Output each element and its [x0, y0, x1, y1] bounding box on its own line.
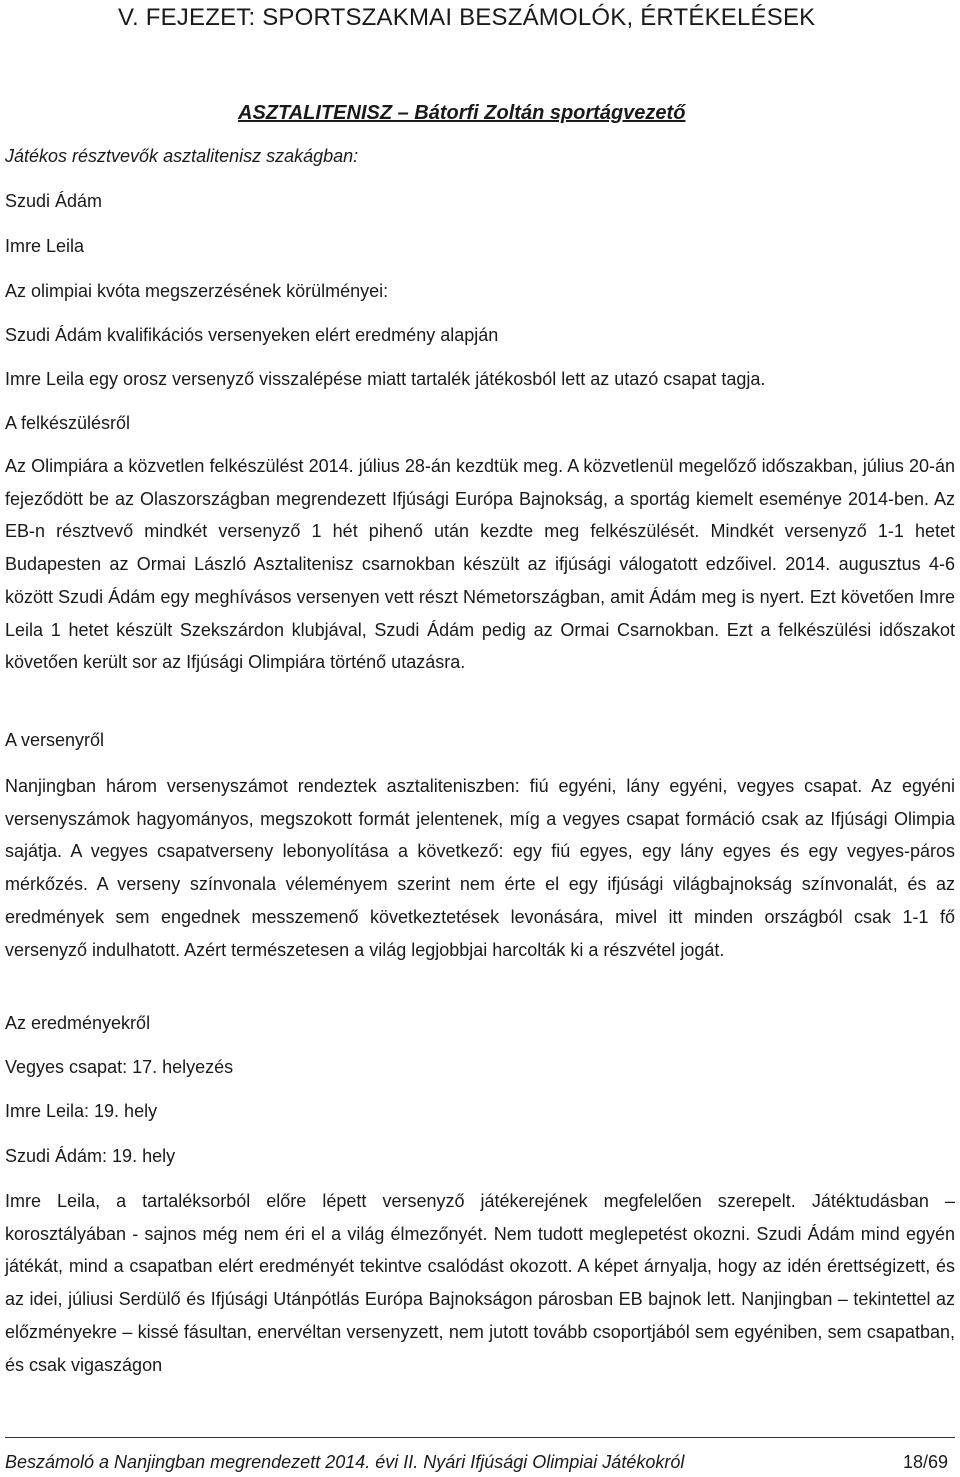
competition-paragraph: Nanjingban három versenyszámot rendeztek asztaliteniszben: fiú egyéni, lány egyéni, vegyes csapat. Az egyéni versenyszámok hagyományos, megszokott formát jelentenek, míg a vegyes csapat formáció csak az Ifjúsági Olimpia sajátja. A vegyes csapatverseny lebonyolítása a következő: egy fiú egyes, egy lány egyes és egy vegyes-páros mérkőzés. A verseny színvonala véleményem szerint nem érte el egy ifjúsági világbajnokság színvonalát, és az eredmények sem engednek messzemenő következtetések levonására, mivel itt minden országból csak 1-1 fő versenyző indulhatott. Azért természetesen a világ legjobbjai harcolták ki a részvétel jogát. — [5, 776, 955, 960]
quota-heading: Az olimpiai kvóta megszerzésének körülményei: — [5, 281, 389, 301]
participants-label: Játékos résztvevők asztalitenisz szakágban: — [5, 146, 359, 166]
footer-divider — [5, 1437, 955, 1438]
evaluation-paragraph: Imre Leila, a tartaléksorból előre lépett versenyző játékerejének megfelelően szerepelt. Játéktudásban – korosztályában - sajnos még nem éri el a világ élmezőnyét. Nem tudott meglepetést okozni. Szudi Ádám mind egyén játékát, mind a csapatban elért eredményét tekintve csalódást okozott. A képet árnyalja, hogy az idén érettségizett, és az idei, júliusi Serdülő és Ifjúsági Utánpótlás Európa Bajnokságon párosban EB bajnok lett. Nanjingban – tekintettel az előzményekre – kissé fásultan, enervéltan versenyzett, nem jutott tovább csoportjából sem egyéniben, sem csapatban, és csak vigaszágon — [5, 1191, 955, 1375]
footer-title: Beszámoló a Nanjingban megrendezett 2014. évi II. Nyári Ifjúsági Olimpiai Játékokról — [5, 1452, 685, 1472]
quota-line-2: Imre Leila egy orosz versenyző visszalépése miatt tartalék játékosból lett az utazó csapat tagja. — [5, 369, 766, 389]
prep-heading: A felkészülésről — [5, 413, 131, 433]
section-title: ASZTALITENISZ – Bátorfi Zoltán sportágvezető — [238, 102, 686, 124]
chapter-title: V. FEJEZET: SPORTSZAKMAI BESZÁMOLÓK, ÉRTÉKELÉSEK — [118, 4, 816, 31]
results-heading: Az eredményekről — [5, 1013, 151, 1033]
competition-heading: A versenyről — [5, 730, 105, 750]
page-number: 18/69 — [902, 1452, 948, 1472]
prep-paragraph: Az Olimpiára a közvetlen felkészülést 2014. július 28-án kezdtük meg. A közvetlenül megelőző időszakban, július 20-án fejeződött be az Olaszországban megrendezett Ifjúsági Európa Bajnokság, a sportág kiemelt eseménye 2014-ben. Az EB-n résztvevő mindkét versenyző 1 hét pihenő után kezdte meg felkészülését. Mindkét versenyző 1-1 hetet Budapesten az Ormai László Asztalitenisz csarnokban készült az ifjúsági válogatott edzőivel. 2014. augusztus 4-6 között Szudi Ádám egy meghívásos versenyen vett részt Németországban, amit Ádám meg is nyert. Ezt követően Imre Leila 1 hetet készült Szekszárdon klubjával, Szudi Ádám pedig az Ormai Csarnokban. Ezt a felkészülési időszakot követően került sor az Ifjúsági Olimpiára történő utazásra. — [5, 456, 955, 673]
participant-2: Imre Leila — [5, 236, 85, 256]
participant-1: Szudi Ádám — [5, 191, 103, 211]
result-adam: Szudi Ádám: 19. hely — [5, 1146, 176, 1166]
result-team: Vegyes csapat: 17. helyezés — [5, 1057, 234, 1077]
result-leila: Imre Leila: 19. hely — [5, 1101, 158, 1121]
quota-line-1: Szudi Ádám kvalifikációs versenyeken elért eredmény alapján — [5, 325, 499, 345]
